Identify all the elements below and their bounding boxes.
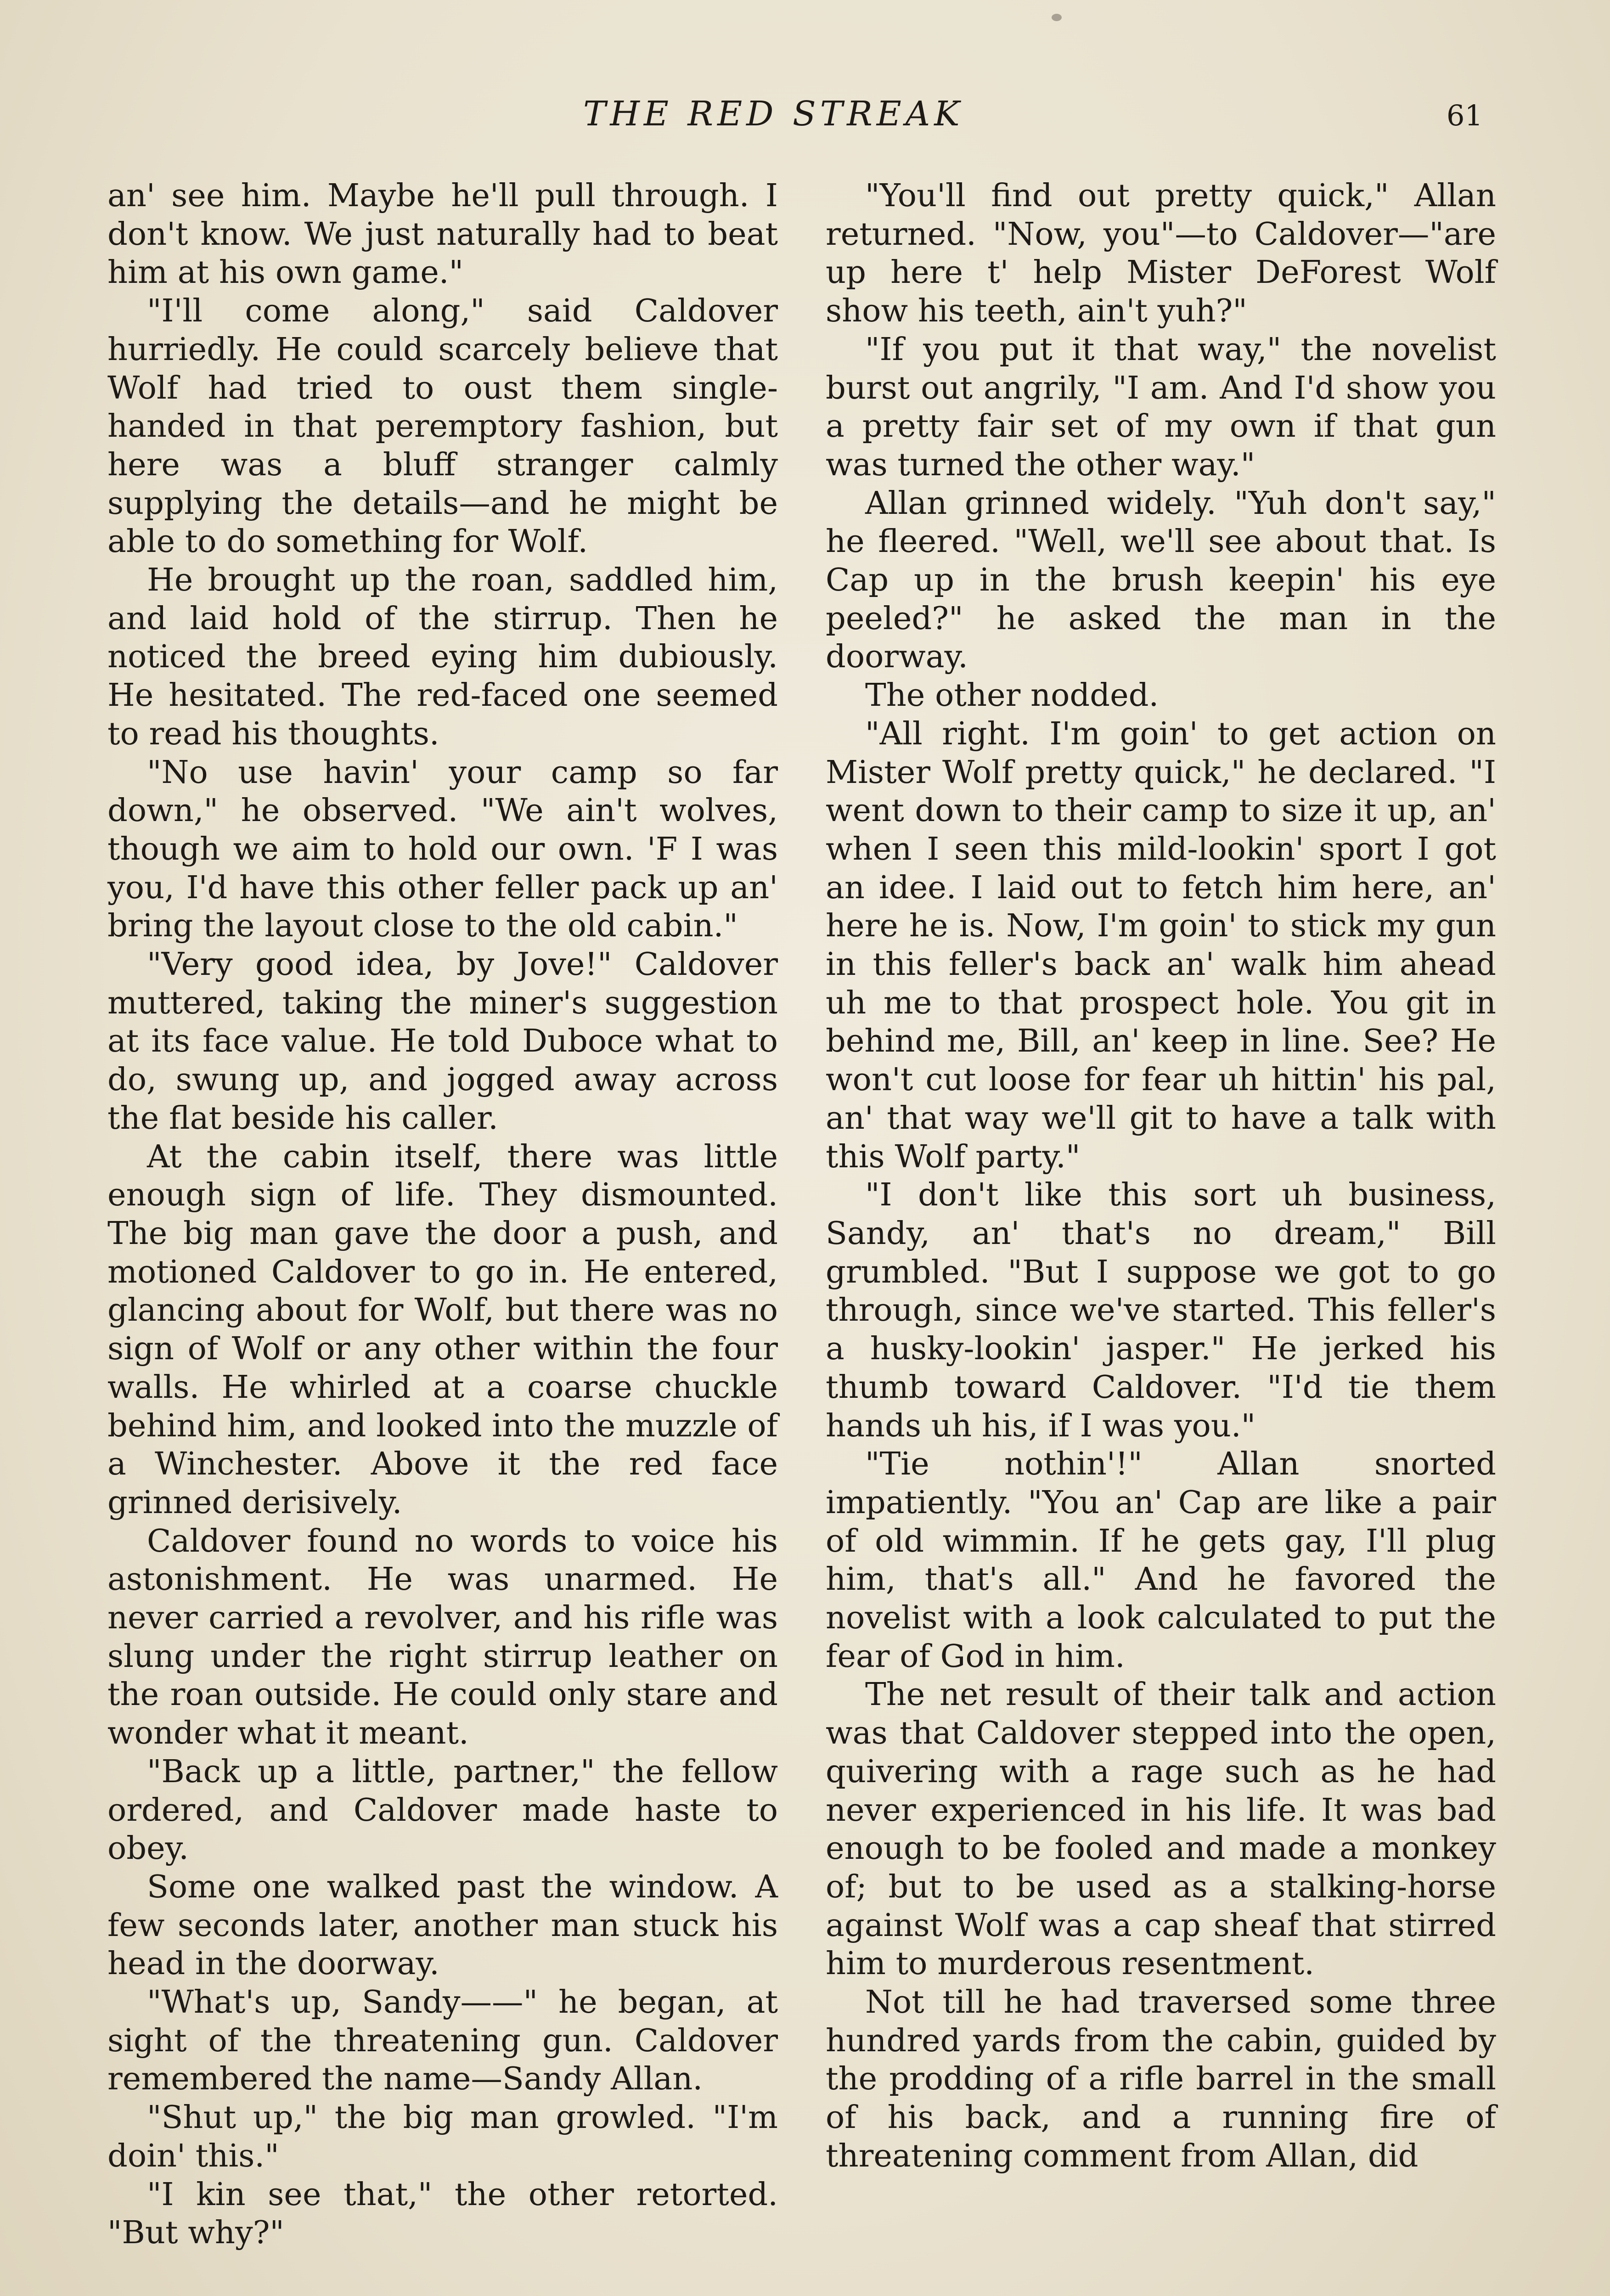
page-number: 61 [1447, 99, 1483, 132]
right-column [826, 177, 1496, 2176]
paragraph: Caldover found no words to voice his astonishment. He was unarmed. He never carried a revolver, and his rifle was slung under the right stirrup leather on the roan outside. He could only stare and wonder what it meant. [107, 1522, 778, 1752]
paragraph: "I kin see that," the other retorted. "But why?" [107, 2176, 778, 2251]
paragraph: "No use havin' your camp so far down," he observed. "We ain't wolves, though we aim to hold our own. 'F I was you, I'd have this other feller pack up an' bring the layout close to the old cabin." [107, 754, 778, 945]
paragraph: Some one walked past the window. A few seconds later, another man stuck his head in the doorway. [107, 1868, 778, 1982]
paragraph: an' see him. Maybe he'll pull through. I don't know. We just naturally had to beat him at his own game." [107, 177, 778, 291]
paragraph: "I'll come along," said Caldover hurriedly. He could scarcely believe that Wolf had tried to oust them single-handed in that peremptory fashion, but here was a bluff stranger calmly supplying the details—and he might be able to do something for Wolf. [107, 293, 778, 560]
paragraph: Allan grinned widely. "Yuh don't say," he fleered. "Well, we'll see about that. Is Cap up in the brush keepin' his eye peeled?" he asked the man in the doorway. [826, 484, 1496, 675]
paragraph: "Shut up," the big man growled. "I'm doin' this." [107, 2099, 778, 2174]
paragraph: The other nodded. [865, 677, 1159, 714]
paragraph: "What's up, Sandy——" he began, at sight of the threatening gun. Caldover remembered the name—Sandy Allan. [107, 1984, 778, 2098]
paragraph: "Very good idea, by Jove!" Caldover muttered, taking the miner's suggestion at its face value. He told Duboce what to do, swung up, and jogged away across the flat beside his caller. [107, 946, 778, 1137]
paragraph: At the cabin itself, there was little enough sign of life. They dismounted. The big man gave the door a push, and motioned Caldover to go in. He entered, glancing about for Wolf, but there was no sign of Wolf or any other within the four walls. He whirled at a coarse chuckle behind him, and looked into the muzzle of a Winchester. Above it the red face grinned derisively. [107, 1138, 778, 1521]
paragraph: "You'll find out pretty quick," Allan returned. "Now, you"—to Caldover—"are up here t' help Mister DeForest Wolf show his teeth, ain't yuh?" [826, 177, 1496, 330]
paragraph: "Tie nothin'!" Allan snorted impatiently. "You an' Cap are like a pair of old wimmin. If he gets gay, I'll plug him, that's all." And he favored the novelist with a look calculated to put the fear of God in him. [826, 1446, 1496, 1675]
running-title: THE RED STREAK [583, 94, 964, 134]
paragraph: "All right. I'm goin' to get action on Mister Wolf pretty quick," he declared. "I went down to their camp to size it up, an' when I seen this mild-lookin' sport I got an idee. I laid out to fetch him here, an' here he is. Now, I'm goin' to stick my gun in this feller's back an' walk him ahead uh me to that prospect hole. You git in behind me, Bill, an' keep in line. See? He won't cut loose for fear uh hittin' his pal, an' that way we'll git to have a talk with this Wolf party." [826, 715, 1496, 1175]
paragraph: He brought up the roan, saddled him, and laid hold of the stirrup. Then he noticed the breed eying him dubiously. He hesitated. The red-faced one seemed to read his thoughts. [107, 562, 778, 752]
paragraph: "If you put it that way," the novelist burst out angrily, "I am. And I'd show you a pretty fair set of my own if that gun was turned the other way." [826, 331, 1496, 483]
running-header [0, 94, 1610, 149]
paragraph: "I don't like this sort uh business, Sandy, an' that's no dream," Bill grumbled. "But I suppose we got to go through, since we've started. This feller's a husky-lookin' jasper." He jerked his thumb toward Caldover. "I'd tie them hands uh his, if I was you." [826, 1176, 1496, 1444]
paragraph: Not till he had traversed some three hundred yards from the cabin, guided by the prodding of a rifle barrel in the small of his back, and a running fire of threatening comment from Allan, did [826, 1984, 1496, 2174]
paragraph: "Back up a little, partner," the fellow ordered, and Caldover made haste to obey. [107, 1753, 778, 1867]
paper-speck [1052, 14, 1062, 21]
left-column [107, 177, 778, 2252]
paragraph: The net result of their talk and action was that Caldover stepped into the open, quivering with a rage such as he had never experienced in his life. It was bad enough to be fooled and made a monkey of; but to be used as a stalking-horse against Wolf was a cap sheaf that stirred him to murderous resentment. [826, 1676, 1496, 1982]
